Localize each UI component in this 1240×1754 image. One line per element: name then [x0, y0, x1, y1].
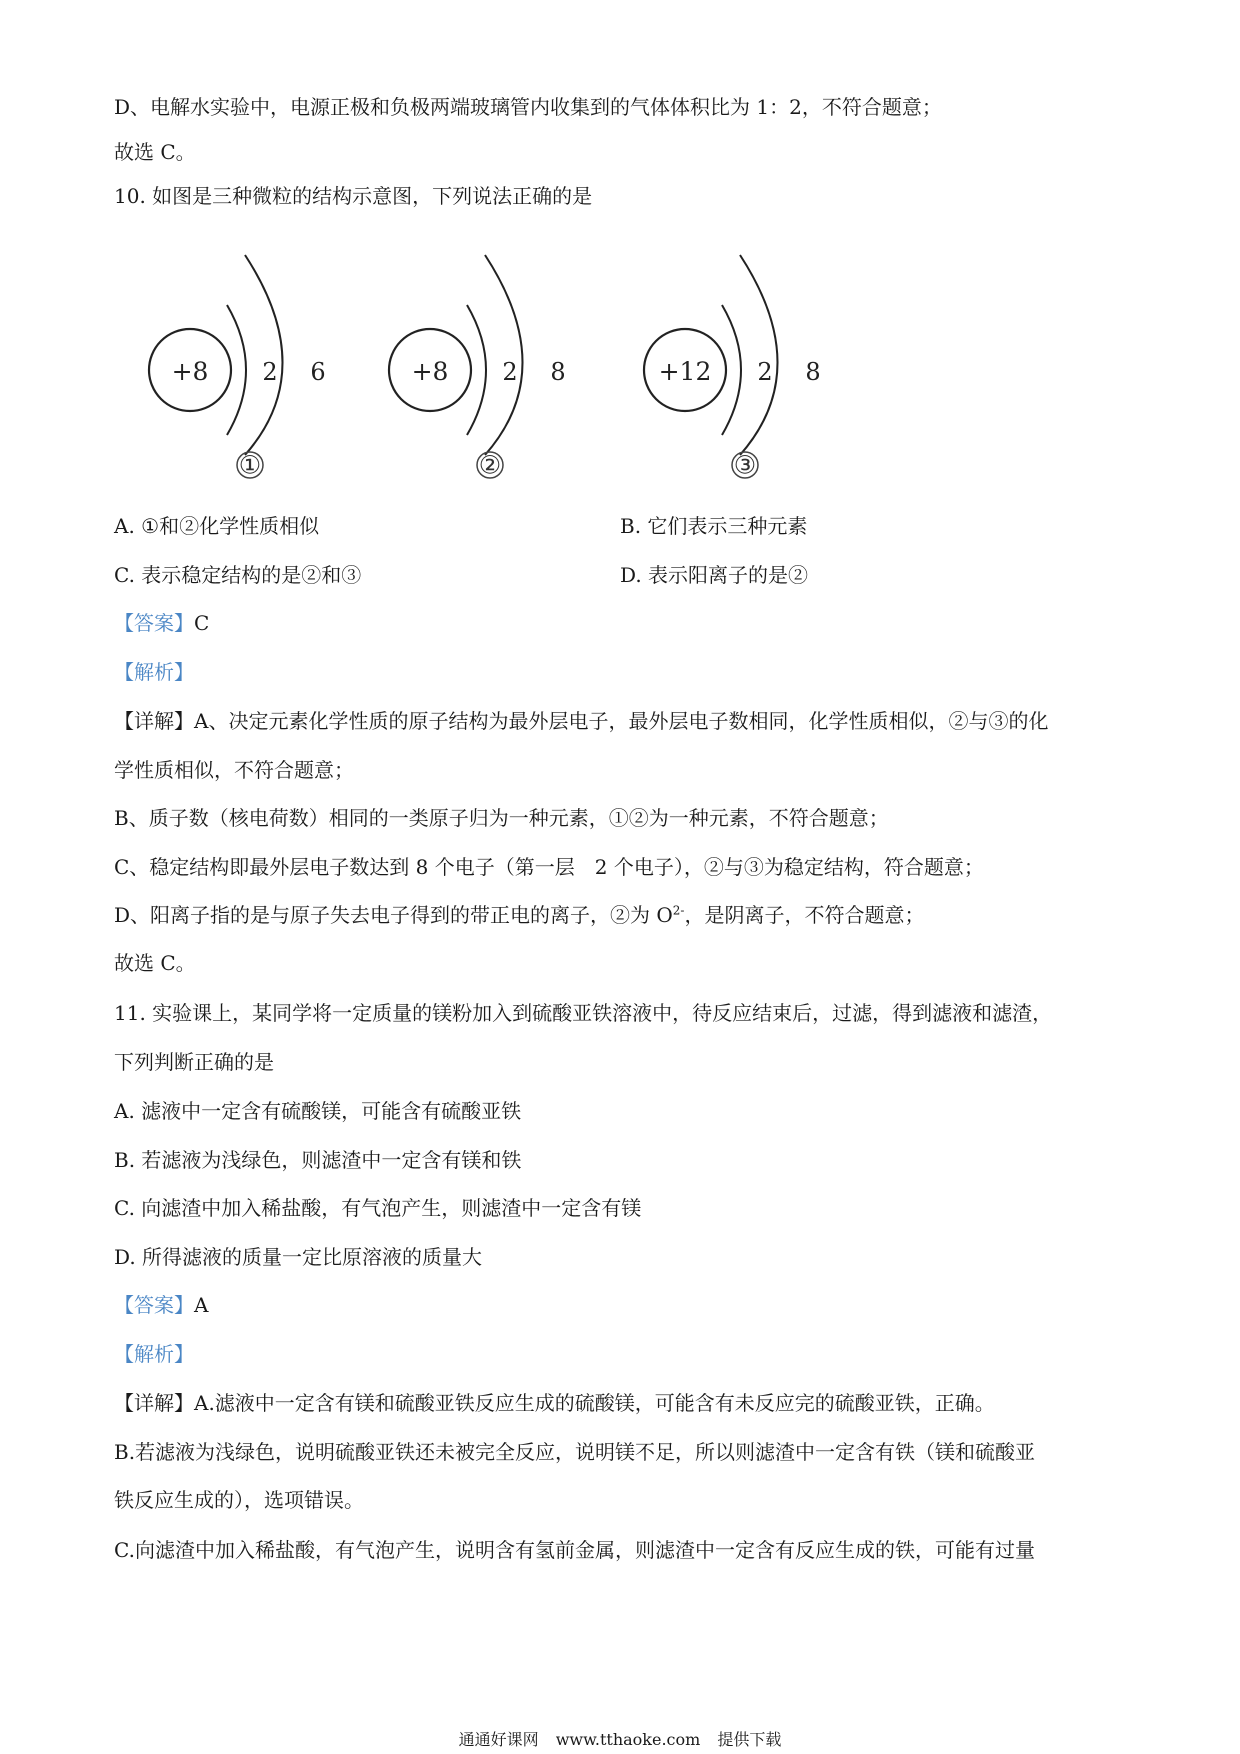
shell-electron-count: 8: [550, 358, 566, 386]
shell-electron-count: 8: [805, 358, 821, 386]
answer-value: C: [194, 611, 210, 635]
q11-option-c: C. 向滤渣中加入稀盐酸，有气泡产生，则滤渣中一定含有镁: [114, 1196, 642, 1220]
q10-detail-line: [114, 902, 925, 928]
footer-download-text: 提供下载: [717, 1730, 782, 1749]
detail-text: D、阳离子指的是与原子失去电子得到的带正电的离子，②为 O: [114, 903, 673, 927]
q10-detail-line: 学性质相似，不符合题意；: [114, 758, 354, 782]
q11-option-d: D. 所得滤液的质量一定比原溶液的质量大: [114, 1245, 483, 1269]
q11-answer: [114, 1292, 208, 1318]
q10-option-c: C. 表示稳定结构的是②和③: [114, 563, 362, 587]
text-line: 故选 C。: [114, 140, 196, 164]
analysis-tag: 【解析】: [114, 1342, 194, 1366]
particle-3: [644, 255, 821, 480]
q11-detail-line: C.向滤渣中加入稀盐酸，有气泡产生，说明含有氢前金属，则滤渣中一定含有反应生成的铁，可能有过量: [114, 1538, 1035, 1562]
question-11-stem: 下列判断正确的是: [114, 1050, 274, 1074]
q11-detail-line: 铁反应生成的），选项错误。: [114, 1488, 364, 1512]
detail-tag: 【详解】: [114, 709, 194, 733]
shell-electron-count: 6: [310, 358, 326, 386]
detail-text: ，是阴离子，不符合题意；: [684, 903, 925, 927]
detail-text: A、决定元素化学性质的原子结构为最外层电子，最外层电子数相同，化学性质相似，②与③的化: [194, 709, 1049, 733]
text-line: D、电解水实验中，电源正极和负极两端玻璃管内收集到的气体体积比为 1：2，不符合题意；: [114, 95, 942, 119]
answer-tag: 【答案】: [114, 1293, 194, 1317]
q11-analysis-tag: [114, 1341, 194, 1367]
q10-detail-line: C、稳定结构即最外层电子数达到 8 个电子（第一层 2 个电子），②与③为稳定结构，符合题意；: [114, 855, 984, 879]
q10-option-b: B. 它们表示三种元素: [620, 514, 808, 538]
nucleus-charge: +12: [658, 357, 712, 386]
shell-electron-count: 2: [262, 358, 278, 386]
shell-electron-count: 2: [757, 358, 773, 386]
particle-label: ①: [238, 450, 262, 480]
q10-analysis-tag: [114, 659, 194, 685]
q10-detail-line: [114, 708, 1048, 734]
page-footer: [0, 1730, 1240, 1750]
particle-1: [149, 255, 326, 480]
particle-structure-diagram: [130, 250, 850, 500]
nucleus-charge: +8: [171, 357, 209, 386]
q11-option-a: A. 滤液中一定含有硫酸镁，可能含有硫酸亚铁: [114, 1099, 522, 1123]
particle-2: [389, 255, 566, 480]
q10-conclusion: 故选 C。: [114, 951, 196, 975]
ion-charge-superscript: 2-: [672, 903, 685, 918]
q10-option-a: A. ①和②化学性质相似: [114, 514, 320, 538]
q11-option-b: B. 若滤液为浅绿色，则滤渣中一定含有镁和铁: [114, 1148, 522, 1172]
answer-value: A: [194, 1293, 209, 1317]
particle-label: ③: [733, 450, 757, 480]
analysis-tag: 【解析】: [114, 660, 194, 684]
q11-detail-line: B.若滤液为浅绿色，说明硫酸亚铁还未被完全反应，说明镁不足，所以则滤渣中一定含有铁（镁和硫酸亚: [114, 1440, 1036, 1464]
q10-option-d: D. 表示阳离子的是②: [620, 563, 809, 587]
footer-url-link[interactable]: www.tthaoke.com: [555, 1730, 701, 1749]
answer-tag: 【答案】: [114, 611, 194, 635]
question-11-stem: 11. 实验课上，某同学将一定质量的镁粉加入到硫酸亚铁溶液中，待反应结束后，过滤，得到滤液和滤渣，: [114, 1001, 1053, 1025]
detail-text: A.滤液中一定含有镁和硫酸亚铁反应生成的硫酸镁，可能含有未反应完的硫酸亚铁，正确。: [194, 1391, 995, 1415]
particle-label: ②: [478, 450, 502, 480]
q10-detail-line: B、质子数（核电荷数）相同的一类原子归为一种元素，①②为一种元素，不符合题意；: [114, 806, 889, 830]
q10-answer: [114, 610, 209, 636]
q11-detail-line: [114, 1390, 995, 1416]
nucleus-charge: +8: [411, 357, 449, 386]
question-10-stem: 10. 如图是三种微粒的结构示意图，下列说法正确的是: [114, 184, 593, 208]
detail-tag: 【详解】: [114, 1391, 194, 1415]
shell-electron-count: 2: [502, 358, 518, 386]
footer-site-name: 通通好课网: [458, 1730, 539, 1749]
